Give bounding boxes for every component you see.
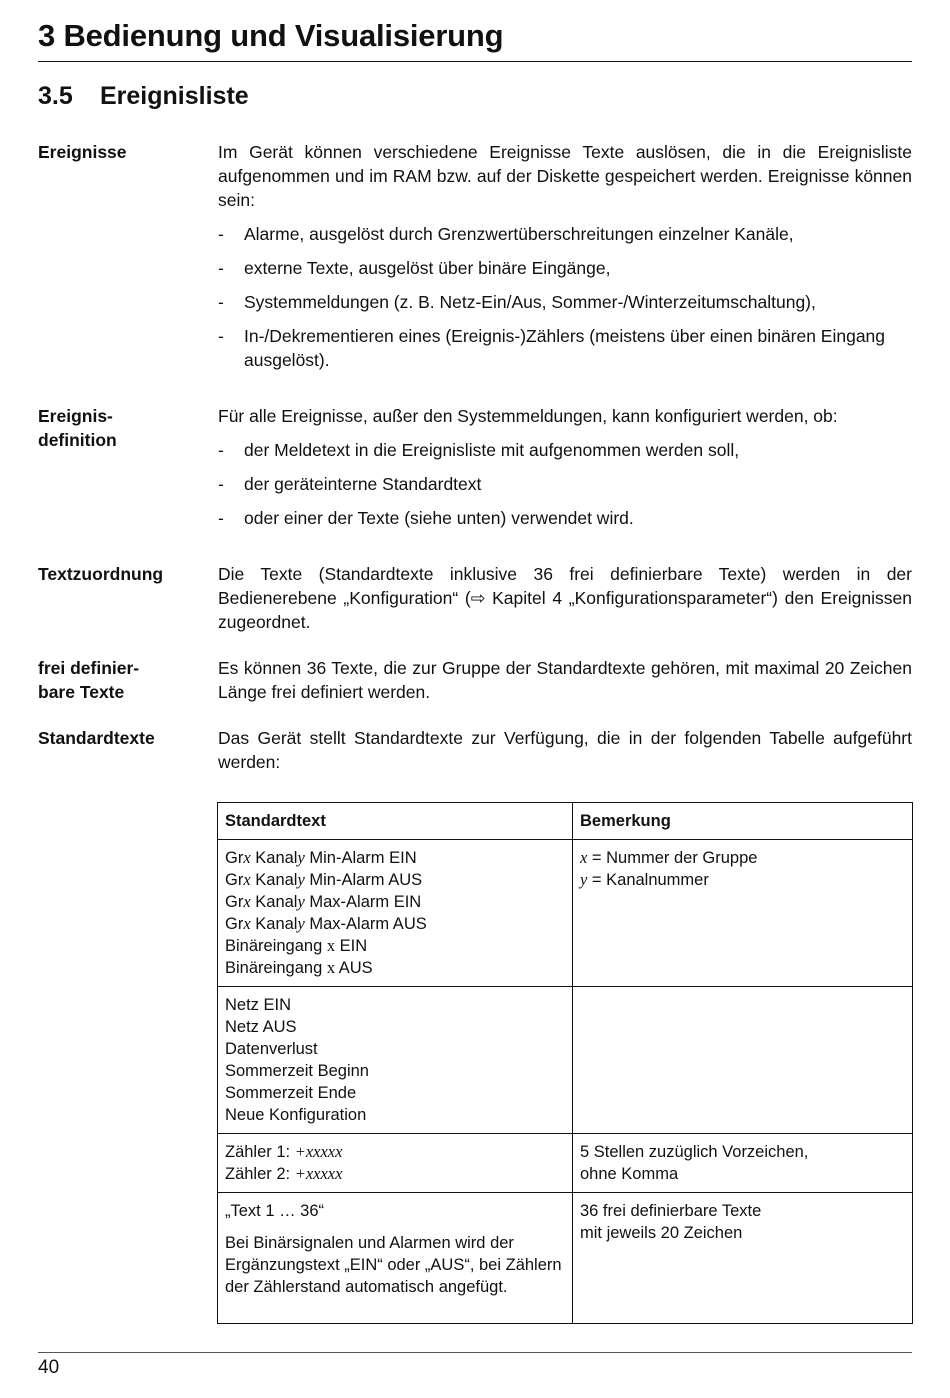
block-frei-definierbare-texte [38,656,912,704]
table-cell [218,1193,573,1324]
text-line: Datenverlust [225,1040,318,1058]
text-line: Grx Kanaly Min-Alarm AUS [225,870,423,889]
table-cell [573,1134,913,1193]
text-line: Grx Kanaly Max-Alarm EIN [225,892,422,911]
section-title [38,82,249,111]
margin-label: Ereignis- definition [38,406,117,450]
text-line: Neue Konfiguration [225,1106,367,1124]
column-header-standardtext: Standardtext [218,803,573,840]
text-line: Zähler 2: +xxxxx [225,1164,343,1183]
text-line: mit jeweils 20 Zeichen [580,1224,743,1242]
text-line: y = Kanalnummer [580,870,709,889]
paragraph: Das Gerät stellt Standardtexte zur Verfügung, die in der folgenden Tabelle aufgeführt werden: [218,728,912,772]
table-cell [573,1193,913,1324]
bullet-list [218,438,912,530]
table-row [218,1193,913,1324]
margin-label: Ereignisse [38,142,127,162]
table-row [218,987,913,1134]
text-line: Sommerzeit Ende [225,1084,357,1102]
table-cell [218,840,573,987]
list-item: - der Meldetext in die Ereignisliste mit aufgenommen werden soll, [218,440,740,460]
text-line: Zähler 1: +xxxxx [225,1142,343,1161]
table-cell [573,840,913,987]
margin-label: Textzuordnung [38,564,164,584]
table-cell [218,987,573,1134]
text-paragraph: Bei Binärsignalen und Alarmen wird der Ergänzungstext „EIN“ oder „AUS“, bei Zählern der Zählerstand automatisch angefügt. [225,1234,562,1296]
footer-divider [38,1352,912,1353]
block-ereignisse [38,140,912,382]
text-line: Binäreingang x EIN [225,936,368,955]
text-line: Grx Kanaly Max-Alarm AUS [225,914,427,933]
text-line: „Text 1 … 36“ [225,1202,325,1220]
text-line: 36 frei definierbare Texte [580,1202,762,1220]
table-row [218,1134,913,1193]
content-blocks [38,140,912,796]
text-line: Netz EIN [225,996,292,1014]
text-line: Sommerzeit Beginn [225,1062,369,1080]
block-content [218,404,912,540]
table-row [218,840,913,987]
paragraph: Die Texte (Standardtexte inklusive 36 frei definierbare Texte) werden in der Bedienerebene „Konfiguration“ (⇨ Kapitel 4 „Konfigurationsparameter“) den Ereignissen zugeordnet. [218,564,912,632]
section-heading: Ereignisliste [100,82,249,110]
chapter-divider [38,61,912,62]
bullet-list [218,222,912,372]
list-item: - externe Texte, ausgelöst über binäre Eingänge, [218,258,611,278]
margin-label: Standardtexte [38,728,155,748]
block-content [218,726,912,774]
column-header-bemerkung: Bemerkung [573,803,913,840]
table-header-row [218,803,913,840]
block-content [218,656,912,704]
block-content [218,140,912,382]
block-textzuordnung [38,562,912,634]
section-number: 3.5 [38,82,73,110]
table-cell [573,987,913,1134]
table-cell [218,1134,573,1193]
block-content [218,562,912,634]
page-number: 40 [38,1357,60,1378]
list-item: - Systemmeldungen (z. B. Netz-Ein/Aus, Sommer-/Winterzeitumschaltung), [218,292,816,312]
chapter-title: 3 Bedienung und Visualisierung [38,18,504,53]
paragraph: Im Gerät können verschiedene Ereignisse Texte auslösen, die in die Ereignisliste aufgenommen und im RAM bzw. auf der Diskette gespeichert werden. Ereignisse können sein: [218,142,912,210]
margin-label: frei definier- bare Texte [38,658,140,702]
list-item: - oder einer der Texte (siehe unten) verwendet wird. [218,508,634,528]
block-ereignisdefinition [38,404,912,540]
list-item: - In-/Dekrementieren eines (Ereignis-)Zählers (meistens über einen binären Eingang ausgelöst). [218,326,886,370]
text-line: ohne Komma [580,1165,679,1183]
paragraph: Es können 36 Texte, die zur Gruppe der Standardtexte gehören, mit maximal 20 Zeichen Länge frei definiert werden. [218,658,912,702]
standardtext-table [217,802,913,1324]
paragraph: Für alle Ereignisse, außer den Systemmeldungen, kann konfiguriert werden, ob: [218,406,838,426]
text-line: Grx Kanaly Min-Alarm EIN [225,848,417,867]
block-standardtexte [38,726,912,774]
text-line: x = Nummer der Gruppe [580,848,758,867]
text-line: Netz AUS [225,1018,297,1036]
list-item: - Alarme, ausgelöst durch Grenzwertüberschreitungen einzelner Kanäle, [218,224,794,244]
text-line: Binäreingang x AUS [225,958,373,977]
list-item: - der geräteinterne Standardtext [218,474,482,494]
text-line: 5 Stellen zuzüglich Vorzeichen, [580,1143,809,1161]
